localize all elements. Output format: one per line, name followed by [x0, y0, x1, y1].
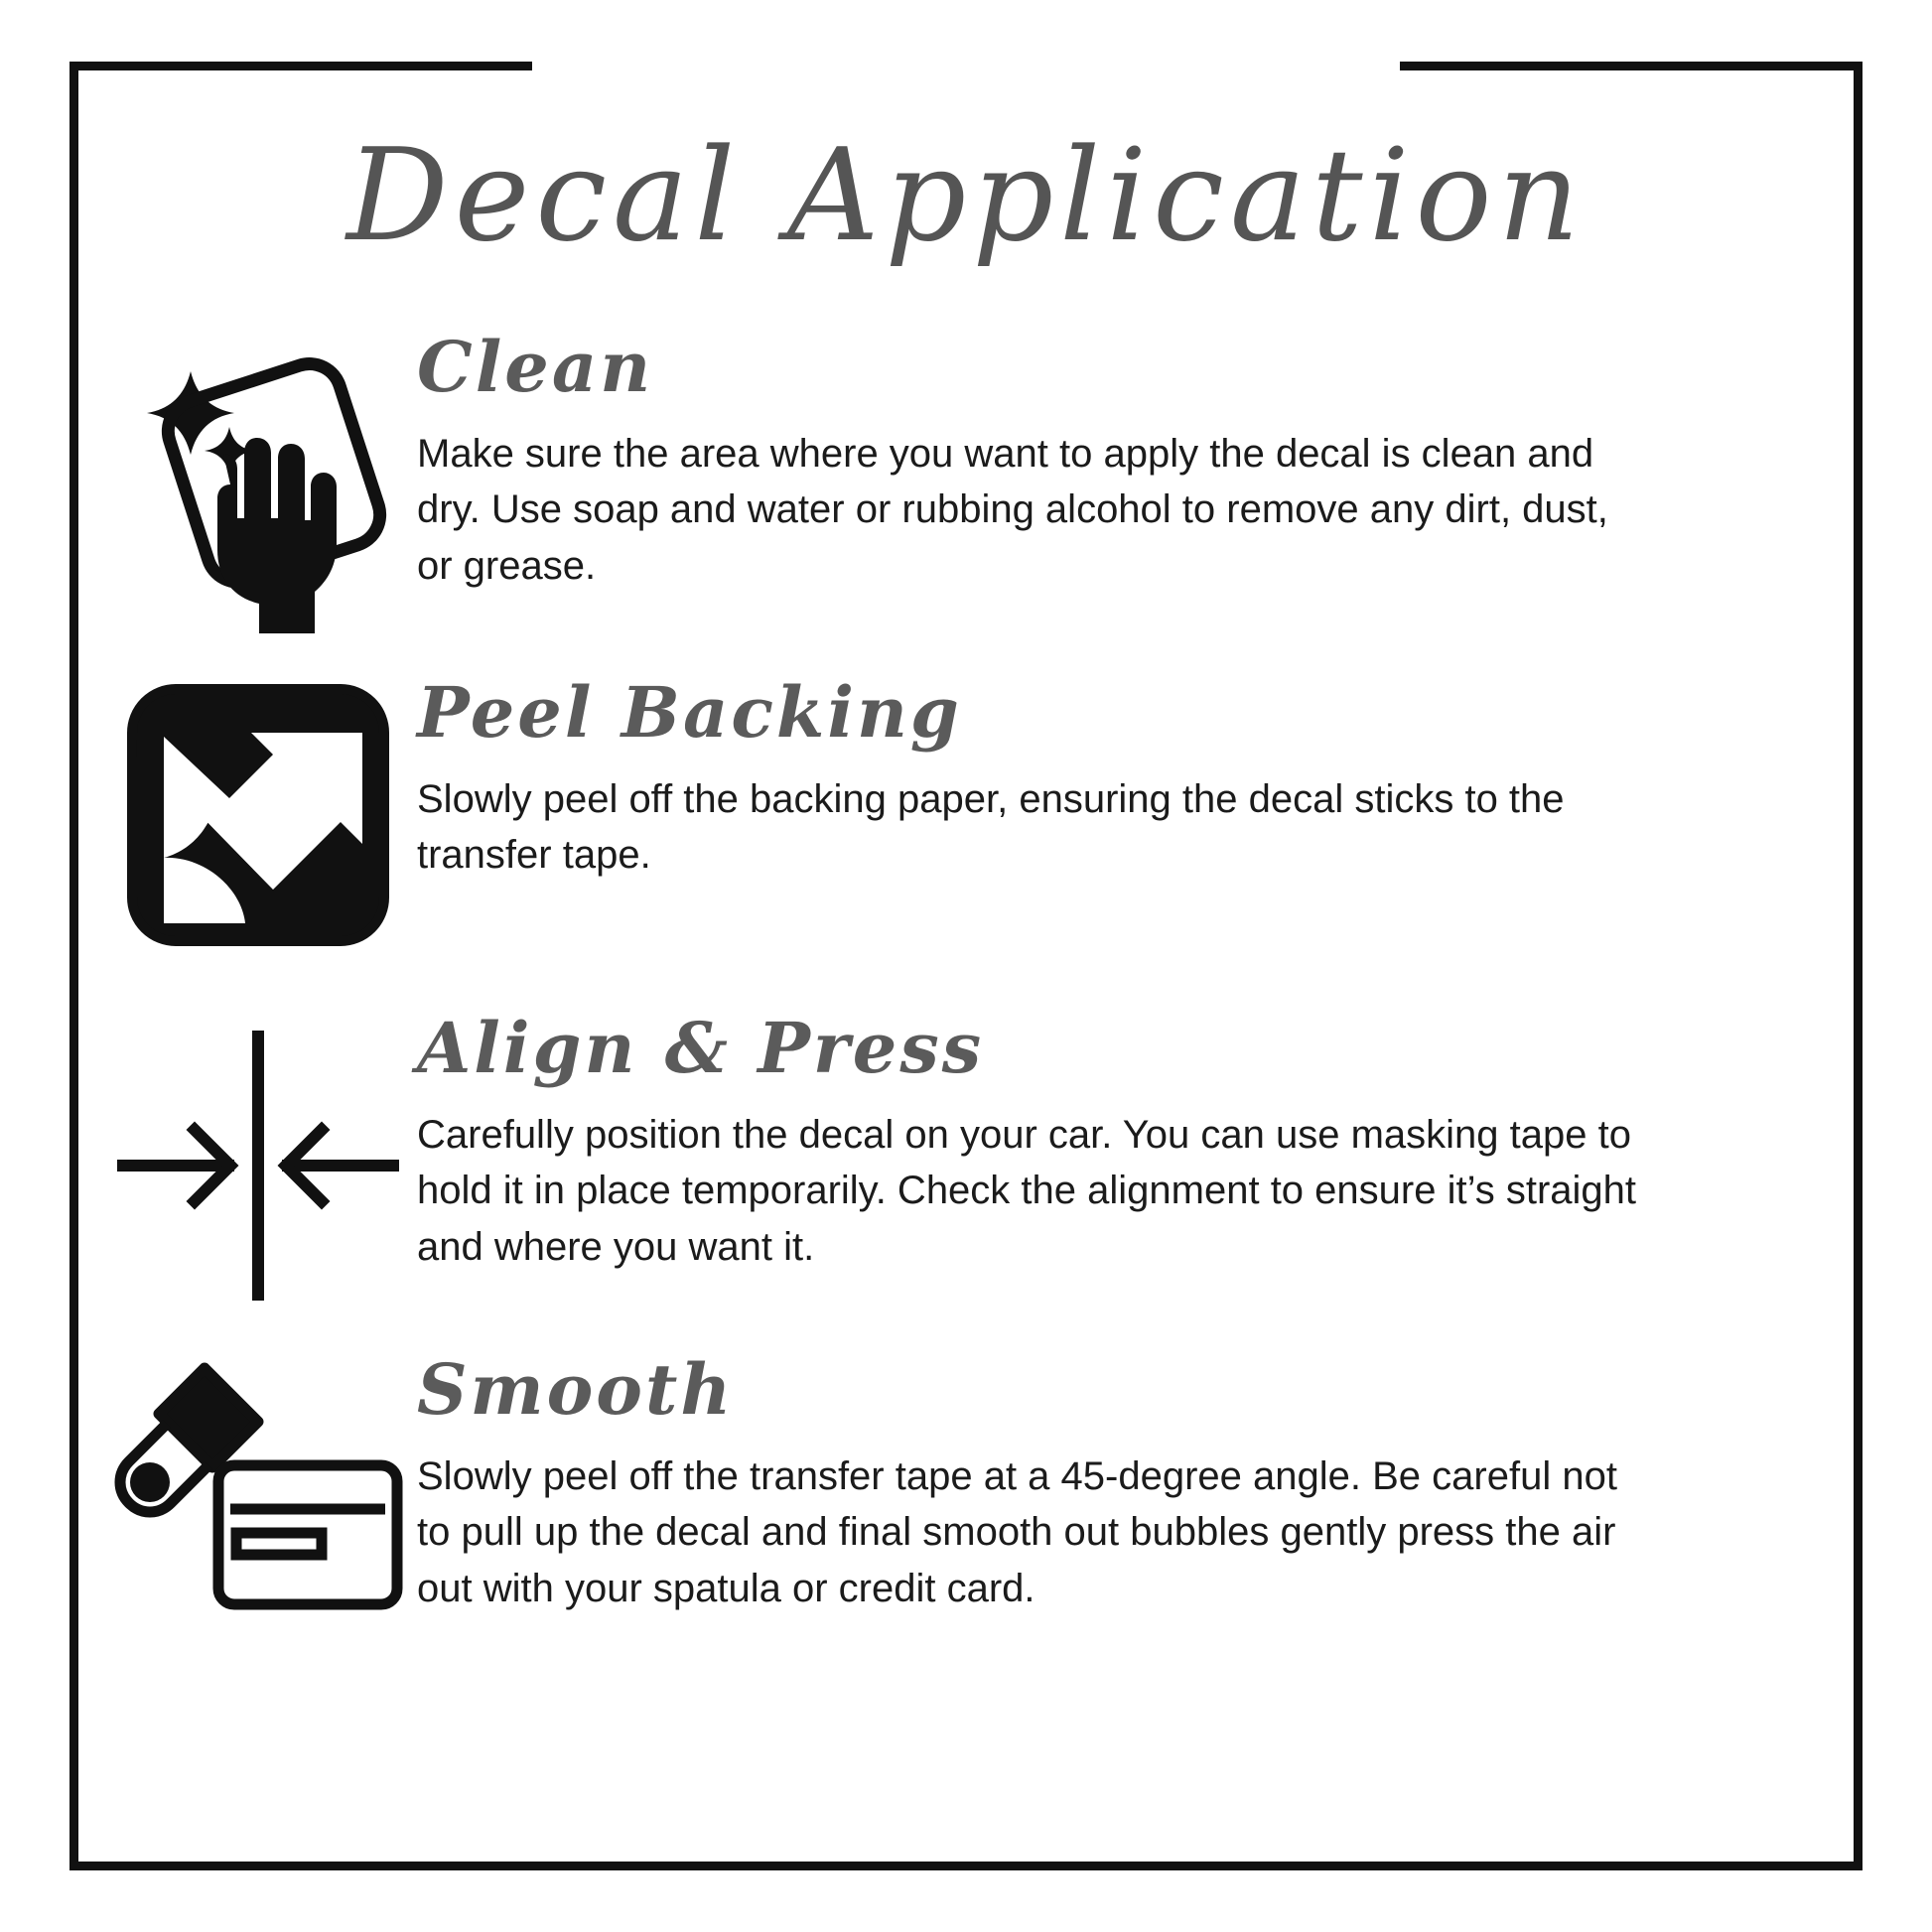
step-title: Align & Press	[417, 1007, 985, 1089]
step-title: Peel Backing	[417, 671, 962, 754]
peel-corner-arrow-icon	[99, 673, 417, 949]
step-content	[417, 1009, 1847, 1276]
list-item	[99, 673, 1847, 949]
step-description: Slowly peel off the backing paper, ensuring the decal sticks to the transfer tape.	[417, 776, 1565, 878]
frame-top-left-line	[69, 62, 532, 70]
list-item	[99, 1350, 1847, 1636]
steps-list	[99, 328, 1847, 1636]
step-title: Clean	[417, 326, 654, 408]
align-arrows-center-line-icon	[99, 1009, 417, 1314]
step-content	[417, 1350, 1847, 1617]
frame-top-right-line	[1400, 62, 1863, 70]
list-item	[99, 1009, 1847, 1314]
frame-bottom-line	[69, 1862, 1863, 1870]
step-description: Slowly peel off the transfer tape at a 45-degree angle. Be careful not to pull up the decal and final smooth out bubbles gently press the air out with your spatula or credit card.	[417, 1453, 1617, 1611]
cleaning-cloth-sparkle-icon	[99, 328, 417, 633]
squeegee-credit-card-icon	[99, 1350, 417, 1636]
step-description: Carefully position the decal on your car. You can use masking tape to hold it in place temporarily. Check the alignment to ensure it’s straight and where you want it.	[417, 1112, 1637, 1270]
list-item	[99, 328, 1847, 633]
step-content	[417, 673, 1847, 884]
step-content	[417, 328, 1847, 595]
frame-right-line	[1854, 62, 1863, 1870]
step-title: Smooth	[417, 1348, 735, 1431]
step-description: Make sure the area where you want to apply the decal is clean and dry. Use soap and water or rubbing alcohol to remove any dirt, dust, or grease.	[417, 431, 1608, 589]
frame-left-line	[69, 62, 78, 1870]
page-title: Decal Application	[345, 122, 1587, 270]
